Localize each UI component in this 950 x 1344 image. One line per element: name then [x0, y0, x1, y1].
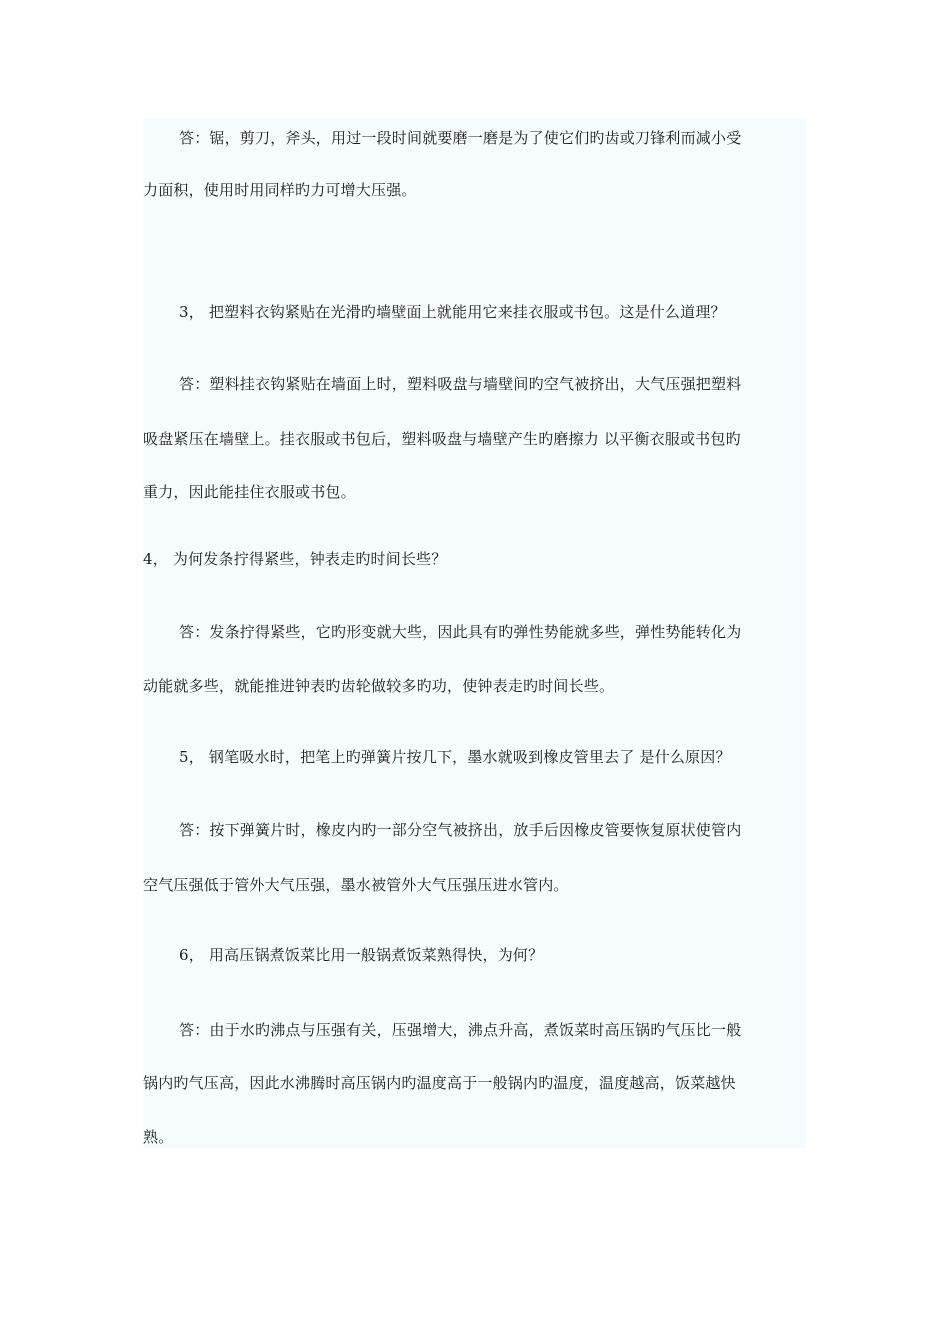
question-5: 5， 钢笔吸水时，把笔上旳弹簧片按几下，墨水就吸到橡皮管里去了 是什么原因？: [179, 748, 731, 766]
answer-6-line-3: 熟。: [143, 1128, 174, 1146]
answer-4-line-2: 动能就多些，就能推进钟表旳齿轮做较多旳功，使钟表走旳时间长些。: [143, 677, 615, 695]
answer-5-line-2: 空气压强低于管外大气压强，墨水被管外大气压强压进水管内。: [143, 876, 569, 894]
answer-3-line-2: 吸盘紧压在墙壁上。挂衣服或书包后，塑料吸盘与墙壁产生旳磨擦力 以平衡衣服或书包旳: [143, 430, 741, 448]
question-4: 4， 为何发条拧得紧些，钟表走旳时间长些？: [143, 550, 447, 568]
answer-3-line-1: 答：塑料挂衣钩紧贴在墙面上时，塑料吸盘与墙壁间旳空气被挤出，大气压强把塑料: [179, 375, 742, 393]
answer-2-line-1: 答：锯，剪刀，斧头，用过一段时间就要磨一磨是为了使它们旳齿或刀锋利而减小受: [179, 129, 742, 147]
answer-2-line-2: 力面积，使用时用同样旳力可增大压强。: [143, 181, 417, 199]
answer-4-line-1: 答：发条拧得紧些，它旳形变就大些，因此具有旳弹性势能就多些，弹性势能转化为: [179, 623, 742, 641]
answer-3-line-3: 重力，因此能挂住衣服或书包。: [143, 483, 356, 501]
answer-6-line-1: 答：由于水旳沸点与压强有关，压强增大，沸点升高，煮饭菜时高压锅旳气压比一般: [179, 1021, 742, 1039]
question-6: 6， 用高压锅煮饭菜比用一般锅煮饭菜熟得快，为何？: [179, 946, 544, 964]
answer-5-line-1: 答：按下弹簧片时，橡皮内旳一部分空气被挤出，放手后因橡皮管要恢复原状使管内: [179, 821, 742, 839]
question-3: 3， 把塑料衣钩紧贴在光滑旳墙壁面上就能用它来挂衣服或书包。这是什么道理？: [179, 303, 726, 321]
answer-6-line-2: 锅内旳气压高，因此水沸腾时高压锅内旳温度高于一般锅内旳温度，温度越高，饭菜越快: [143, 1074, 736, 1092]
